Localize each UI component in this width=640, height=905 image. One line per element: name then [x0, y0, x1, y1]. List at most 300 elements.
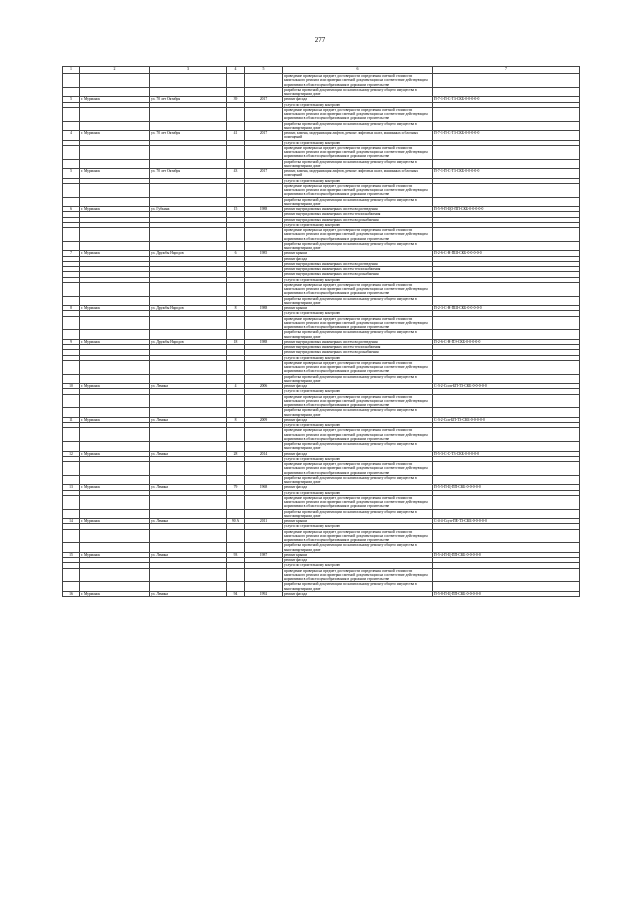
work-type-cell: ремонт внутридомовых инженерных систем водоснабжения	[283, 272, 433, 277]
house-code-cell: С-3-2-Ссп-БП-Т3-СКБ-0-0-0-0-0	[433, 417, 580, 422]
row-number-cell	[63, 87, 80, 97]
house-number-cell: 79	[227, 485, 245, 490]
city-cell: г. Мурманск	[80, 251, 150, 256]
house-number-cell: 4	[227, 384, 245, 389]
row-number-cell: 14	[63, 519, 80, 524]
work-type-cell: проведение проверки на предмет достоверности определения сметной стоимости капитального ремонта или проверки сметной документации на соответствие действующим нормативам в области ценообразования в дорожном строительстве	[283, 394, 433, 408]
street-cell	[150, 529, 227, 543]
street-cell	[150, 197, 227, 207]
work-type-cell: ремонт внутридомовых инженерных систем теплоснабжения	[283, 267, 433, 272]
row-number-cell	[63, 228, 80, 242]
work-type-cell: разработка проектной документации по капитальному ремонту общего имущества в многоквартирном доме	[283, 442, 433, 452]
work-type-cell: разработка проектной документации по капитальному ремонту общего имущества в многоквартирном доме	[283, 296, 433, 306]
street-cell: ул. 70 лет Октября	[150, 97, 227, 102]
year-cell	[245, 316, 283, 330]
year-cell	[245, 394, 283, 408]
street-cell: ул. Ленина	[150, 451, 227, 456]
table-row	[63, 428, 580, 442]
street-cell	[150, 568, 227, 582]
house-number-cell: 8	[227, 306, 245, 311]
year-cell	[245, 145, 283, 159]
house-code-cell: П-5-4-П-Ц-ПП-СКБ-0-0-0-0-0	[433, 552, 580, 557]
house-code-cell	[433, 87, 580, 97]
work-type-cell: услуги по строительному контролю	[283, 456, 433, 461]
work-type-cell: ремонт фасада	[283, 97, 433, 102]
house-number-cell	[227, 228, 245, 242]
row-number-cell	[63, 509, 80, 519]
work-type-cell: ремонт фасада	[283, 591, 433, 596]
row-number-cell: 7	[63, 251, 80, 256]
street-cell: ул. Ленина	[150, 519, 227, 524]
street-cell	[150, 282, 227, 296]
house-code-cell	[433, 582, 580, 592]
column-header: 4	[227, 67, 245, 74]
work-type-cell: проведение проверки на предмет достоверности определения сметной стоимости капитального ремонта или проверки сметной документации на соответствие действующим нормативам в области ценообразования в дорожном строительстве	[283, 228, 433, 242]
city-cell	[80, 282, 150, 296]
house-code-cell	[433, 107, 580, 121]
column-header: 3	[150, 67, 227, 74]
city-cell	[80, 408, 150, 418]
house-code-cell	[433, 428, 580, 442]
work-type-cell: услуги по строительному контролю	[283, 524, 433, 529]
year-cell	[245, 529, 283, 543]
row-number-cell	[63, 394, 80, 408]
row-number-cell: 15	[63, 552, 80, 557]
year-cell	[245, 87, 283, 97]
street-cell	[150, 582, 227, 592]
street-cell: ул. Дружбы Народов	[150, 306, 227, 311]
work-type-cell: проведение проверки на предмет достоверности определения сметной стоимости капитального ремонта или проверки сметной документации на соответствие действующим нормативам в области ценообразования в дорожном строительстве	[283, 529, 433, 543]
city-cell: г. Мурманск	[80, 207, 150, 212]
house-number-cell	[227, 582, 245, 592]
city-cell	[80, 374, 150, 384]
row-number-cell	[63, 330, 80, 340]
house-code-cell	[433, 282, 580, 296]
street-cell	[150, 159, 227, 169]
city-cell	[80, 145, 150, 159]
city-cell	[80, 296, 150, 306]
table-row	[63, 159, 580, 169]
work-type-cell: услуги по строительному контролю	[283, 490, 433, 495]
row-number-cell	[63, 428, 80, 442]
city-cell	[80, 529, 150, 543]
row-number-cell	[63, 296, 80, 306]
house-code-cell	[433, 509, 580, 519]
house-number-cell	[227, 145, 245, 159]
row-number-cell: 5	[63, 169, 80, 179]
house-code-cell	[433, 228, 580, 242]
row-number-cell	[63, 543, 80, 553]
house-code-cell: П-2-6-С-Н-ПЭ-СКБ-0-0-0-0-0	[433, 339, 580, 344]
house-code-cell	[433, 330, 580, 340]
table-row	[63, 360, 580, 374]
work-type-cell: ремонт крыши	[283, 552, 433, 557]
table-row	[63, 582, 580, 592]
table-row	[63, 296, 580, 306]
house-number-cell	[227, 529, 245, 543]
house-code-cell	[433, 394, 580, 408]
city-cell: г. Мурманск	[80, 519, 150, 524]
city-cell	[80, 475, 150, 485]
house-code-cell: П-5-9-П-ЦО-ПП-СКБ-0-0-0-0-0	[433, 207, 580, 212]
house-code-cell: П-2-3-С-Н-ПШ-СКБ-0-0-0-0-0	[433, 306, 580, 311]
row-number-cell	[63, 475, 80, 485]
row-number-cell: 11	[63, 417, 80, 422]
table-row	[63, 107, 580, 121]
street-cell: ул. Ленина	[150, 552, 227, 557]
house-code-cell: С-3-2-Ссоп-БП-Т3-СКБ-0-0-0-0-0	[433, 384, 580, 389]
house-number-cell: 15	[227, 207, 245, 212]
year-cell	[245, 462, 283, 476]
work-type-cell: ремонт крыши	[283, 306, 433, 311]
row-number-cell	[63, 582, 80, 592]
street-cell	[150, 74, 227, 88]
work-type-cell: проведение проверки на предмет достоверности определения сметной стоимости капитального ремонта или проверки сметной документации на соответствие действующим нормативам в области ценообразования в дорожном строительстве	[283, 145, 433, 159]
year-cell	[245, 543, 283, 553]
house-number-cell	[227, 316, 245, 330]
street-cell	[150, 475, 227, 485]
work-type-cell: проведение проверки на предмет достоверности определения сметной стоимости капитального ремонта или проверки сметной документации на соответствие действующим нормативам в области ценообразования в дорожном строительстве	[283, 74, 433, 88]
row-number-cell	[63, 107, 80, 121]
row-number-cell: 13	[63, 485, 80, 490]
house-code-cell	[433, 529, 580, 543]
house-number-cell	[227, 159, 245, 169]
city-cell: г. Мурманск	[80, 384, 150, 389]
table-row	[63, 145, 580, 159]
work-type-cell: ремонт крыши	[283, 251, 433, 256]
year-cell: 1985	[245, 251, 283, 256]
row-number-cell	[63, 529, 80, 543]
work-type-cell: ремонт крыши	[283, 519, 433, 524]
work-type-cell: ремонт внутридомовых инженерных систем водоотведения	[283, 339, 433, 344]
year-cell	[245, 296, 283, 306]
capital-repair-table	[62, 66, 580, 597]
table-row	[63, 197, 580, 207]
row-number-cell	[63, 145, 80, 159]
city-cell	[80, 183, 150, 197]
work-type-cell: проведение проверки на предмет достоверности определения сметной стоимости капитального ремонта или проверки сметной документации на соответствие действующим нормативам в области ценообразования в дорожном строительстве	[283, 568, 433, 582]
street-cell	[150, 228, 227, 242]
year-cell	[245, 509, 283, 519]
year-cell	[245, 241, 283, 251]
year-cell	[245, 374, 283, 384]
year-cell	[245, 197, 283, 207]
house-code-cell	[433, 408, 580, 418]
city-cell: г. Мурманск	[80, 552, 150, 557]
year-cell	[245, 121, 283, 131]
street-cell	[150, 360, 227, 374]
year-cell: 2006	[245, 384, 283, 389]
row-number-cell	[63, 74, 80, 88]
house-code-cell: П-7-1-П-С-Т3-СКБ-0-0-0-0-0	[433, 97, 580, 102]
street-cell	[150, 462, 227, 476]
street-cell	[150, 316, 227, 330]
house-number-cell	[227, 87, 245, 97]
house-number-cell	[227, 442, 245, 452]
table-row	[63, 121, 580, 131]
house-number-cell	[227, 543, 245, 553]
street-cell: ул. 70 лет Октября	[150, 169, 227, 179]
street-cell	[150, 442, 227, 452]
house-code-cell	[433, 442, 580, 452]
house-code-cell	[433, 543, 580, 553]
work-type-cell: услуги по строительному контролю	[283, 389, 433, 394]
house-number-cell: 28	[227, 451, 245, 456]
city-cell	[80, 442, 150, 452]
street-cell	[150, 428, 227, 442]
row-number-cell	[63, 568, 80, 582]
row-number-cell	[63, 282, 80, 296]
house-number-cell	[227, 330, 245, 340]
work-type-cell: ремонт внутридомовых инженерных систем водоотведения	[283, 261, 433, 266]
page-number: 277	[314, 36, 326, 44]
work-type-cell: ремонт фасада	[283, 384, 433, 389]
city-cell: г. Мурманск	[80, 451, 150, 456]
house-number-cell	[227, 475, 245, 485]
table-row	[63, 442, 580, 452]
table-row	[63, 509, 580, 519]
table-header-row	[63, 67, 580, 74]
year-cell: 1992	[245, 591, 283, 596]
house-number-cell: 39	[227, 97, 245, 102]
house-number-cell	[227, 462, 245, 476]
city-cell: г. Мурманск	[80, 131, 150, 141]
year-cell	[245, 582, 283, 592]
year-cell: 1988	[245, 306, 283, 311]
city-cell	[80, 316, 150, 330]
house-code-cell: П-5-8-П-Ц-ПП-СКБ-0-0-0-0-0	[433, 591, 580, 596]
work-type-cell: услуги по строительному контролю	[283, 102, 433, 107]
table-row	[63, 228, 580, 242]
house-number-cell	[227, 241, 245, 251]
year-cell	[245, 183, 283, 197]
house-code-cell	[433, 462, 580, 476]
year-cell	[245, 475, 283, 485]
city-cell	[80, 87, 150, 97]
row-number-cell	[63, 241, 80, 251]
row-number-cell: 5	[63, 97, 80, 102]
city-cell	[80, 495, 150, 509]
house-code-cell	[433, 183, 580, 197]
house-number-cell: 93	[227, 552, 245, 557]
street-cell: ул. 70 лет Октября	[150, 131, 227, 141]
house-number-cell: 6	[227, 251, 245, 256]
work-type-cell: ремонт, замена, модернизация лифтов, ремонт лифтовых шахт, машинных и блочных помещений	[283, 131, 433, 141]
house-number-cell	[227, 568, 245, 582]
house-number-cell	[227, 183, 245, 197]
city-cell: г. Мурманск	[80, 417, 150, 422]
work-type-cell: услуги по строительному контролю	[283, 140, 433, 145]
house-code-cell: П-5-3-С-С-Т3-СКБ-0-0-0-0-0	[433, 451, 580, 456]
house-code-cell	[433, 316, 580, 330]
table-row	[63, 408, 580, 418]
city-cell	[80, 543, 150, 553]
row-number-cell: 6	[63, 207, 80, 212]
city-cell	[80, 107, 150, 121]
city-cell	[80, 121, 150, 131]
work-type-cell: услуги по строительному контролю	[283, 311, 433, 316]
house-code-cell: П-5-5-П-Ц-ПП-СКБ-0-0-0-0-0	[433, 485, 580, 490]
table-row	[63, 543, 580, 553]
house-code-cell	[433, 145, 580, 159]
house-number-cell	[227, 428, 245, 442]
house-code-cell	[433, 241, 580, 251]
house-number-cell	[227, 296, 245, 306]
street-cell	[150, 145, 227, 159]
year-cell	[245, 442, 283, 452]
table-row	[63, 374, 580, 384]
work-type-cell: проведение проверки на предмет достоверности определения сметной стоимости капитального ремонта или проверки сметной документации на соответствие действующим нормативам в области ценообразования в дорожном строительстве	[283, 360, 433, 374]
work-type-cell: разработка проектной документации по капитальному ремонту общего имущества в многоквартирном доме	[283, 121, 433, 131]
house-code-cell	[433, 568, 580, 582]
work-type-cell: услуги по строительному контролю	[283, 178, 433, 183]
row-number-cell	[63, 197, 80, 207]
row-number-cell: 9	[63, 339, 80, 344]
row-number-cell	[63, 121, 80, 131]
table-row	[63, 529, 580, 543]
city-cell: г. Мурманск	[80, 169, 150, 179]
year-cell	[245, 282, 283, 296]
house-number-cell	[227, 509, 245, 519]
street-cell	[150, 495, 227, 509]
work-type-cell: ремонт фасада	[283, 558, 433, 563]
work-type-cell: разработка проектной документации по капитальному ремонту общего имущества в многоквартирном доме	[283, 241, 433, 251]
street-cell: ул. Губкина	[150, 207, 227, 212]
city-cell	[80, 582, 150, 592]
city-cell	[80, 159, 150, 169]
row-number-cell: 8	[63, 306, 80, 311]
work-type-cell: услуги по строительному контролю	[283, 563, 433, 568]
work-type-cell: ремонт фасада	[283, 256, 433, 261]
year-cell	[245, 107, 283, 121]
year-cell: 1988	[245, 207, 283, 212]
table-row	[63, 282, 580, 296]
house-number-cell: 8	[227, 417, 245, 422]
row-number-cell	[63, 462, 80, 476]
table-row	[63, 568, 580, 582]
street-cell	[150, 121, 227, 131]
column-header: 6	[283, 67, 433, 74]
house-number-cell	[227, 74, 245, 88]
city-cell	[80, 228, 150, 242]
table-row	[63, 394, 580, 408]
house-code-cell	[433, 374, 580, 384]
house-code-cell	[433, 121, 580, 131]
year-cell: 1987	[245, 552, 283, 557]
year-cell: 2017	[245, 169, 283, 179]
work-type-cell: проведение проверки на предмет достоверности определения сметной стоимости капитального ремонта или проверки сметной документации на соответствие действующим нормативам в области ценообразования в дорожном строительстве	[283, 462, 433, 476]
city-cell	[80, 428, 150, 442]
column-header: 5	[245, 67, 283, 74]
house-code-cell	[433, 197, 580, 207]
year-cell: 2009	[245, 417, 283, 422]
row-number-cell: 10	[63, 384, 80, 389]
work-type-cell: проведение проверки на предмет достоверности определения сметной стоимости капитального ремонта или проверки сметной документации на соответствие действующим нормативам в области ценообразования в дорожном строительстве	[283, 495, 433, 509]
work-type-cell: ремонт фасада	[283, 485, 433, 490]
street-cell	[150, 87, 227, 97]
city-cell: г. Мурманск	[80, 306, 150, 311]
work-type-cell: услуги по строительному контролю	[283, 355, 433, 360]
row-number-cell: 4	[63, 131, 80, 141]
work-type-cell: проведение проверки на предмет достоверности определения сметной стоимости капитального ремонта или проверки сметной документации на соответствие действующим нормативам в области ценообразования в дорожном строительстве	[283, 428, 433, 442]
city-cell	[80, 74, 150, 88]
house-number-cell	[227, 197, 245, 207]
house-number-cell: 90 А	[227, 519, 245, 524]
house-code-cell: П-2-6-С-Н-ПШ-СКБ-0-0-0-0-0	[433, 251, 580, 256]
row-number-cell: 16	[63, 591, 80, 596]
street-cell	[150, 296, 227, 306]
work-type-cell: разработка проектной документации по капитальному ремонту общего имущества в многоквартирном доме	[283, 509, 433, 519]
work-type-cell: проведение проверки на предмет достоверности определения сметной стоимости капитального ремонта или проверки сметной документации на соответствие действующим нормативам в области ценообразования в дорожном строительстве	[283, 107, 433, 121]
table-row	[63, 495, 580, 509]
city-cell: г. Мурманск	[80, 339, 150, 344]
city-cell	[80, 241, 150, 251]
row-number-cell: 12	[63, 451, 80, 456]
house-code-cell: П-7-1-П-С-Т3-СКБ-0-0-0-0-0	[433, 131, 580, 141]
street-cell: ул. Дружбы Народов	[150, 251, 227, 256]
city-cell	[80, 568, 150, 582]
year-cell	[245, 495, 283, 509]
work-type-cell: проведение проверки на предмет достоверности определения сметной стоимости капитального ремонта или проверки сметной документации на соответствие действующим нормативам в области ценообразования в дорожном строительстве	[283, 183, 433, 197]
row-number-cell	[63, 316, 80, 330]
table-row	[63, 330, 580, 340]
street-cell	[150, 183, 227, 197]
row-number-cell	[63, 360, 80, 374]
work-type-cell: ремонт фасада	[283, 417, 433, 422]
table-row	[63, 591, 580, 596]
street-cell	[150, 543, 227, 553]
house-number-cell: 43	[227, 169, 245, 179]
city-cell	[80, 360, 150, 374]
work-type-cell: разработка проектной документации по капитальному ремонту общего имущества в многоквартирном доме	[283, 87, 433, 97]
row-number-cell	[63, 495, 80, 509]
work-type-cell: разработка проектной документации по капитальному ремонту общего имущества в многоквартирном доме	[283, 374, 433, 384]
city-cell	[80, 394, 150, 408]
house-number-cell: 41	[227, 131, 245, 141]
street-cell	[150, 107, 227, 121]
year-cell: 2014	[245, 451, 283, 456]
table-row	[63, 475, 580, 485]
year-cell	[245, 330, 283, 340]
house-code-cell	[433, 296, 580, 306]
year-cell: 1988	[245, 339, 283, 344]
table-row	[63, 74, 580, 88]
work-type-cell: разработка проектной документации по капитальному ремонту общего имущества в многоквартирном доме	[283, 197, 433, 207]
house-number-cell	[227, 107, 245, 121]
city-cell	[80, 197, 150, 207]
work-type-cell: ремонт внутридомовых инженерных систем водоснабжения	[283, 217, 433, 222]
table-row	[63, 241, 580, 251]
house-number-cell: 94	[227, 591, 245, 596]
work-type-cell: ремонт внутридомовых инженерных систем водоотведения	[283, 207, 433, 212]
house-number-cell	[227, 495, 245, 509]
house-number-cell	[227, 282, 245, 296]
street-cell	[150, 330, 227, 340]
row-number-cell	[63, 159, 80, 169]
city-cell: г. Мурманск	[80, 97, 150, 102]
house-number-cell	[227, 121, 245, 131]
column-header: 1	[63, 67, 80, 74]
street-cell	[150, 374, 227, 384]
work-type-cell: разработка проектной документации по капитальному ремонту общего имущества в многоквартирном доме	[283, 475, 433, 485]
table-row	[63, 169, 580, 179]
house-code-cell: П-7-1-П-С-Т3-СКБ-0-0-0-0-0	[433, 169, 580, 179]
table-row	[63, 316, 580, 330]
work-type-cell: ремонт фасада	[283, 451, 433, 456]
work-type-cell: разработка проектной документации по капитальному ремонту общего имущества в многоквартирном доме	[283, 543, 433, 553]
house-number-cell	[227, 408, 245, 418]
city-cell	[80, 509, 150, 519]
